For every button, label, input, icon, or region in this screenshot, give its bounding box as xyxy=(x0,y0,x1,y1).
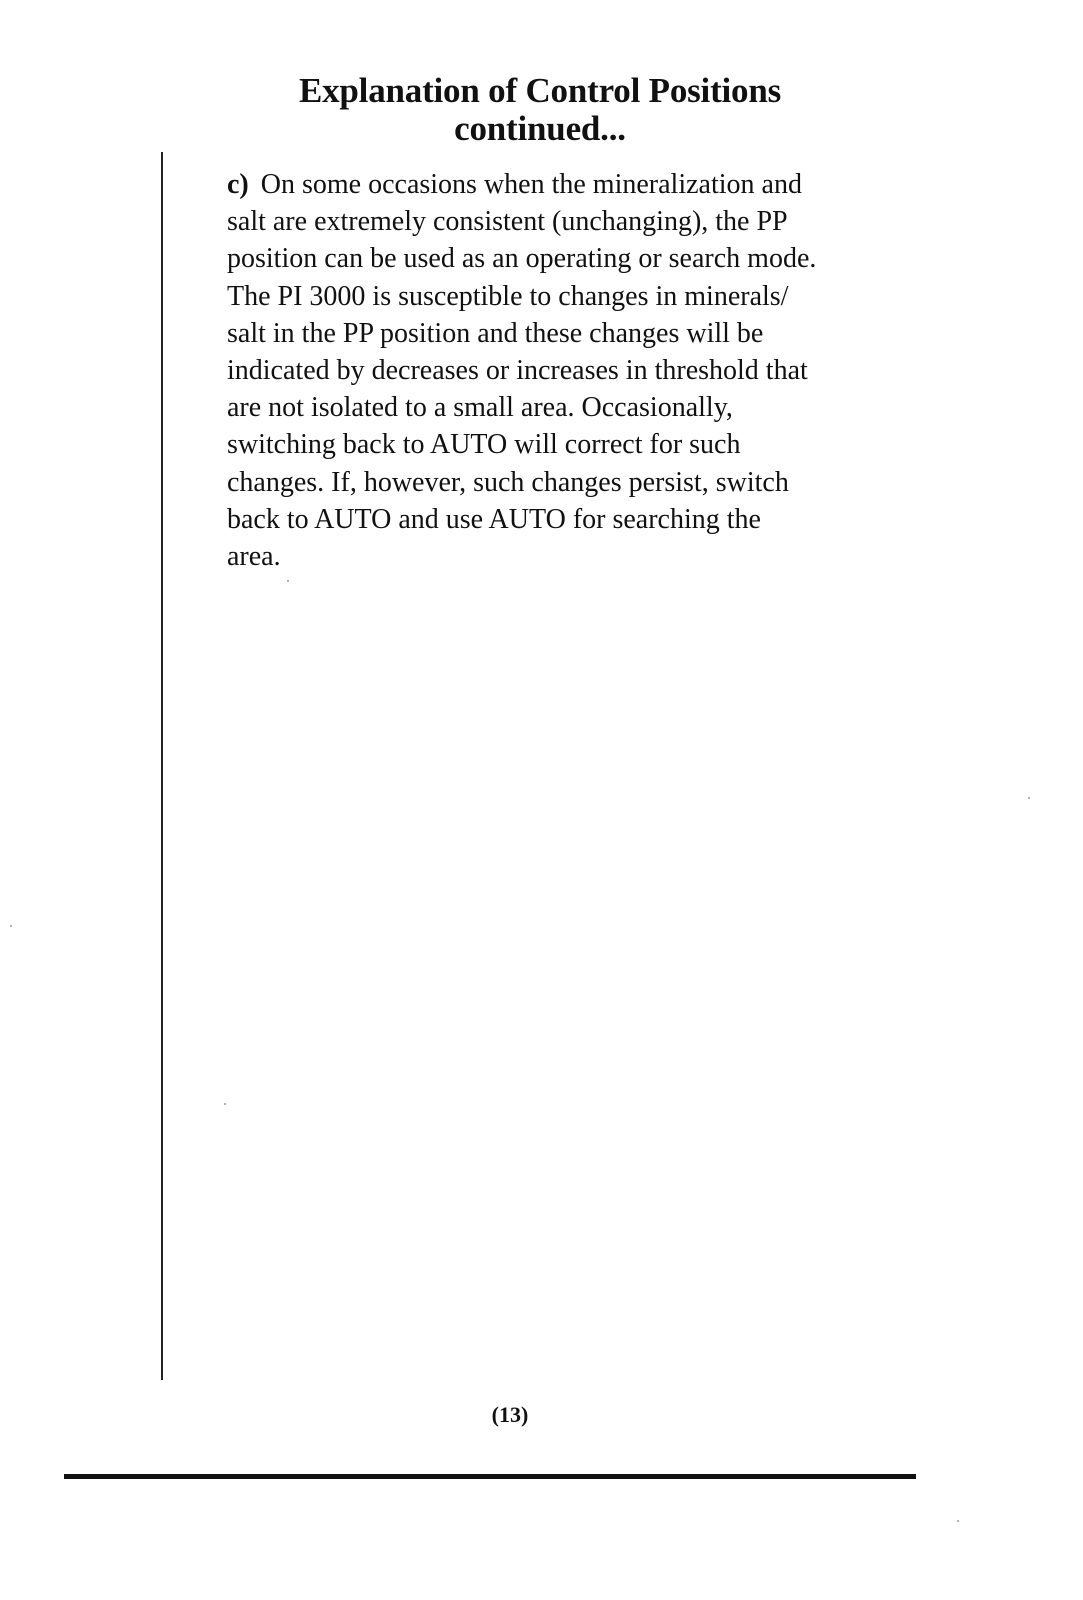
paragraph-line: are not isolated to a small area. Occasionally, xyxy=(227,392,733,424)
scan-speck xyxy=(224,1103,226,1105)
paragraph-line: position can be used as an operating or search mode. xyxy=(227,243,817,275)
paragraph-line: area. xyxy=(227,541,281,573)
paragraph-line: indicated by decreases or increases in threshold that xyxy=(227,355,808,387)
page-title: Explanation of Control Positions xyxy=(298,71,782,110)
scan-speck xyxy=(957,1520,959,1522)
item-marker: c) xyxy=(227,169,249,200)
page-number: (13) xyxy=(491,1402,529,1427)
scan-speck xyxy=(1028,797,1030,799)
paragraph-line: salt are extremely consistent (unchanging), the PP xyxy=(227,206,788,238)
paragraph-line: salt in the PP position and these changes will be xyxy=(227,317,764,349)
bottom-rule xyxy=(64,1474,916,1479)
paragraph-line: changes. If, however, such changes persist, switch xyxy=(227,466,789,498)
scan-speck xyxy=(287,580,289,582)
paragraph-line: switching back to AUTO will correct for such xyxy=(227,429,741,461)
paragraph-c xyxy=(227,166,907,575)
paragraph-line: The PI 3000 is susceptible to changes in minerals/ xyxy=(227,280,789,312)
paragraph-line: back to AUTO and use AUTO for searching the xyxy=(227,503,761,535)
page-subtitle: continued... xyxy=(454,109,626,148)
scan-speck xyxy=(10,925,12,927)
margin-rule xyxy=(161,152,163,1380)
paragraph-line xyxy=(227,166,907,203)
paragraph-line-text: On some occasions when the mineralization and xyxy=(260,169,802,200)
